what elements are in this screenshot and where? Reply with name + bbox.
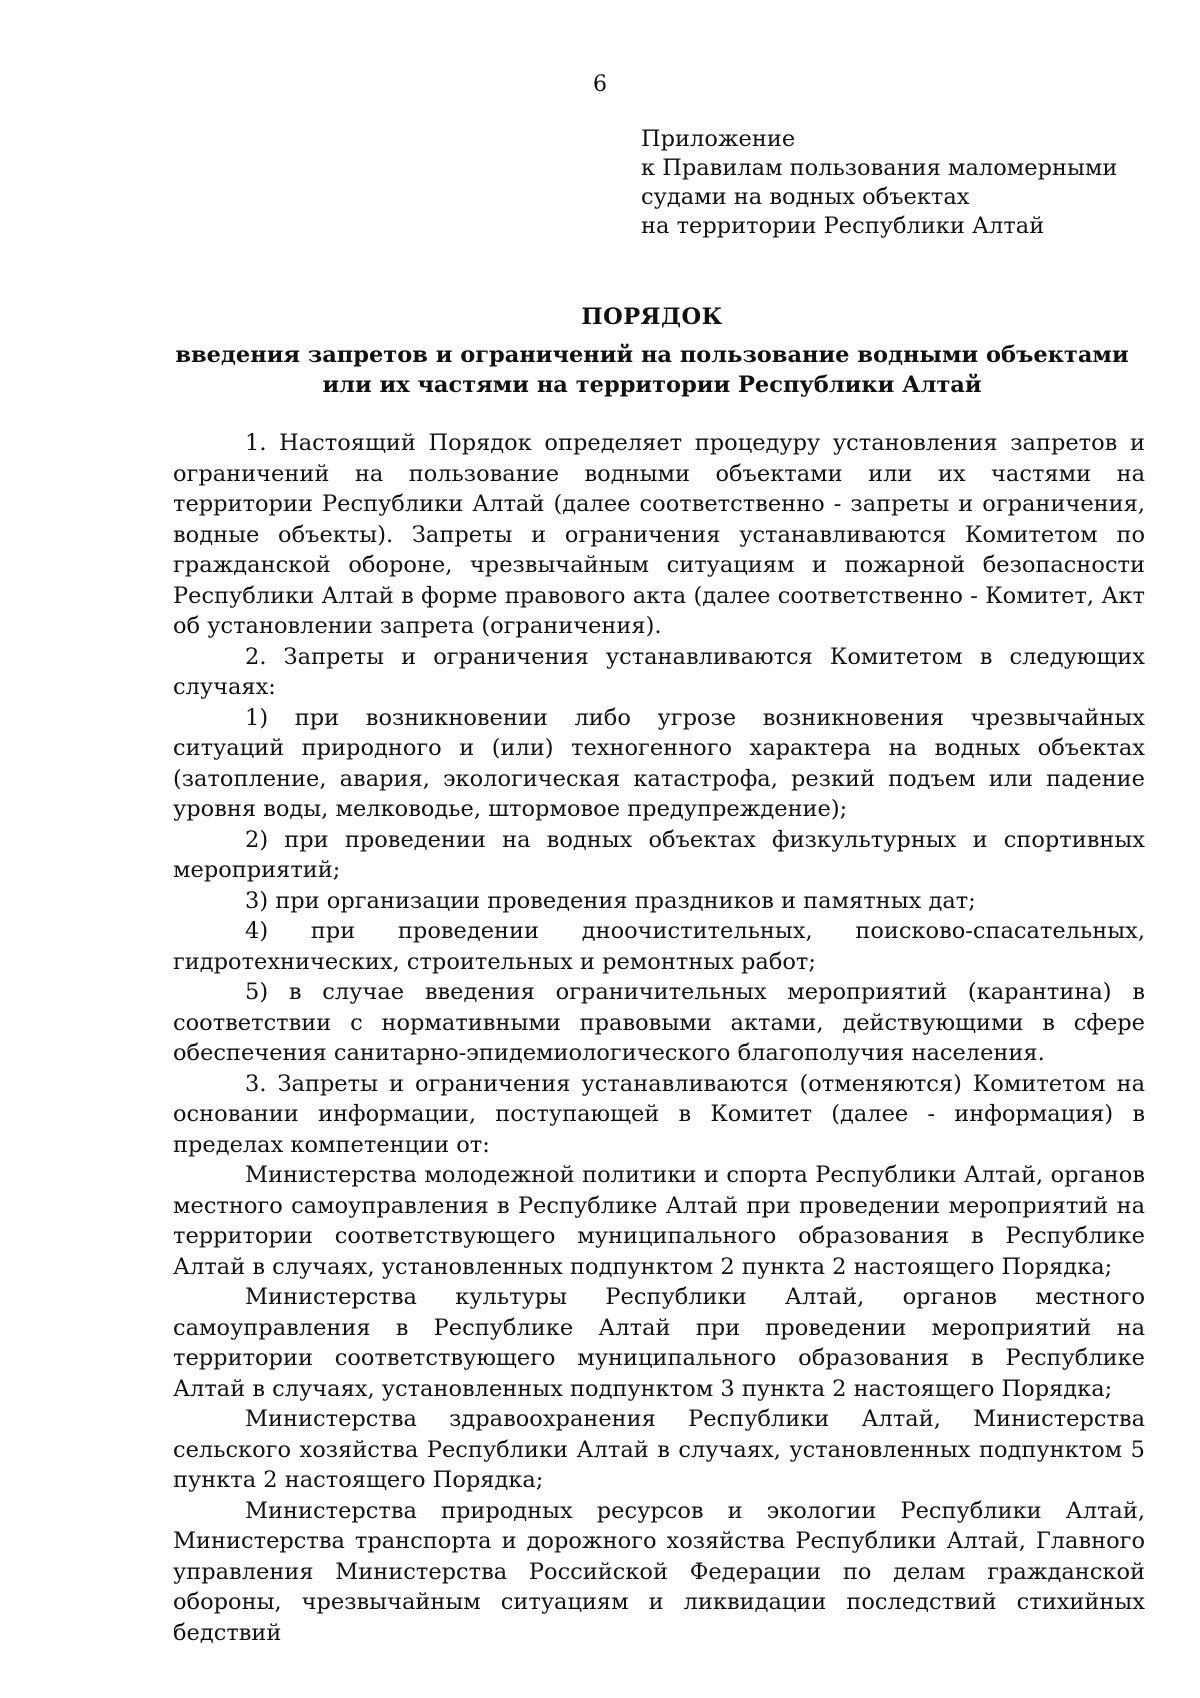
paragraph: 2) при проведении на водных объектах физкультурных и спортивных мероприятий;: [173, 826, 1145, 883]
appendix-line: Приложение: [641, 126, 796, 152]
paragraph: Министерства природных ресурсов и экологии Республики Алтай, Министерства транспорта и дорожного хозяйства Республики Алтай, Главного управления Министерства Российской Федерации по делам гражданской обороны, чрезвычайным ситуациям и ликвидации последствий стихийных бедствий: [173, 1497, 1145, 1646]
paragraph: 2. Запреты и ограничения устанавливаются Комитетом в следующих случаях:: [173, 643, 1145, 700]
title-subtitle-line-2: или их частями на территории Республики Алтай: [322, 372, 982, 398]
paragraph: 3) при организации проведения праздников и памятных дат;: [245, 887, 976, 914]
paragraph: 4) при проведении дноочистительных, поисково-спасательных, гидротехнических, строительных и ремонтных работ;: [173, 918, 1145, 975]
appendix-header: [641, 125, 1161, 241]
title-main: ПОРЯДОК: [581, 304, 723, 330]
appendix-line: на территории Республики Алтай: [641, 213, 1045, 239]
document-title: [160, 302, 1144, 400]
paragraph: 1. Настоящий Порядок определяет процедуру установления запретов и ограничений на пользование водными объектами или их частями на территории Республики Алтай (далее соответственно - запреты и ограничения, водные объекты). Запреты и ограничения устанавливаются Комитетом по гражданской обороне, чрезвычайным ситуациям и пожарной безопасности Республики Алтай в форме правового акта (далее соответственно - Комитет, Акт об установлении запрета (ограничения).: [173, 430, 1145, 639]
page-number: 6: [593, 72, 607, 97]
paragraph: Министерства молодежной политики и спорта Республики Алтай, органов местного самоуправления в Республике Алтай при проведении мероприятий на территории соответствующего муниципального образования в Республике Алтай в случаях, установленных подпунктом 2 пункта 2 настоящего Порядка;: [173, 1162, 1145, 1280]
paragraph: Министерства здравоохранения Республики Алтай, Министерства сельского хозяйства Республики Алтай в случаях, установленных подпунктом 5 пункта 2 настоящего Порядка;: [173, 1406, 1145, 1493]
appendix-line: к Правилам пользования маломерными: [641, 155, 1118, 181]
title-subtitle-line-1: введения запретов и ограничений на пользование водными объектами: [175, 342, 1129, 368]
document-body: [173, 428, 1145, 1648]
paragraph: 3. Запреты и ограничения устанавливаются (отменяются) Комитетом на основании информации, поступающей в Комитет (далее - информация) в пределах компетенции от:: [173, 1070, 1145, 1158]
paragraph: 1) при возникновении либо угрозе возникновения чрезвычайных ситуаций природного и (или) техногенного характера на водных объектах (затопление, авария, экологическая катастрофа, резкий подъем или падение уровня воды, мелководье, штормовое предупреждение);: [173, 704, 1145, 822]
paragraph: 5) в случае введения ограничительных мероприятий (карантина) в соответствии с нормативными правовыми актами, действующими в сфере обеспечения санитарно-эпидемиологического благополучия населения.: [173, 979, 1145, 1066]
appendix-line: судами на водных объектах: [641, 184, 970, 210]
paragraph: Министерства культуры Республики Алтай, органов местного самоуправления в Республике Алтай при проведении мероприятий на территории соответствующего муниципального образования в Республике Алтай в случаях, установленных подпунктом 3 пункта 2 настоящего Порядка;: [173, 1284, 1145, 1402]
